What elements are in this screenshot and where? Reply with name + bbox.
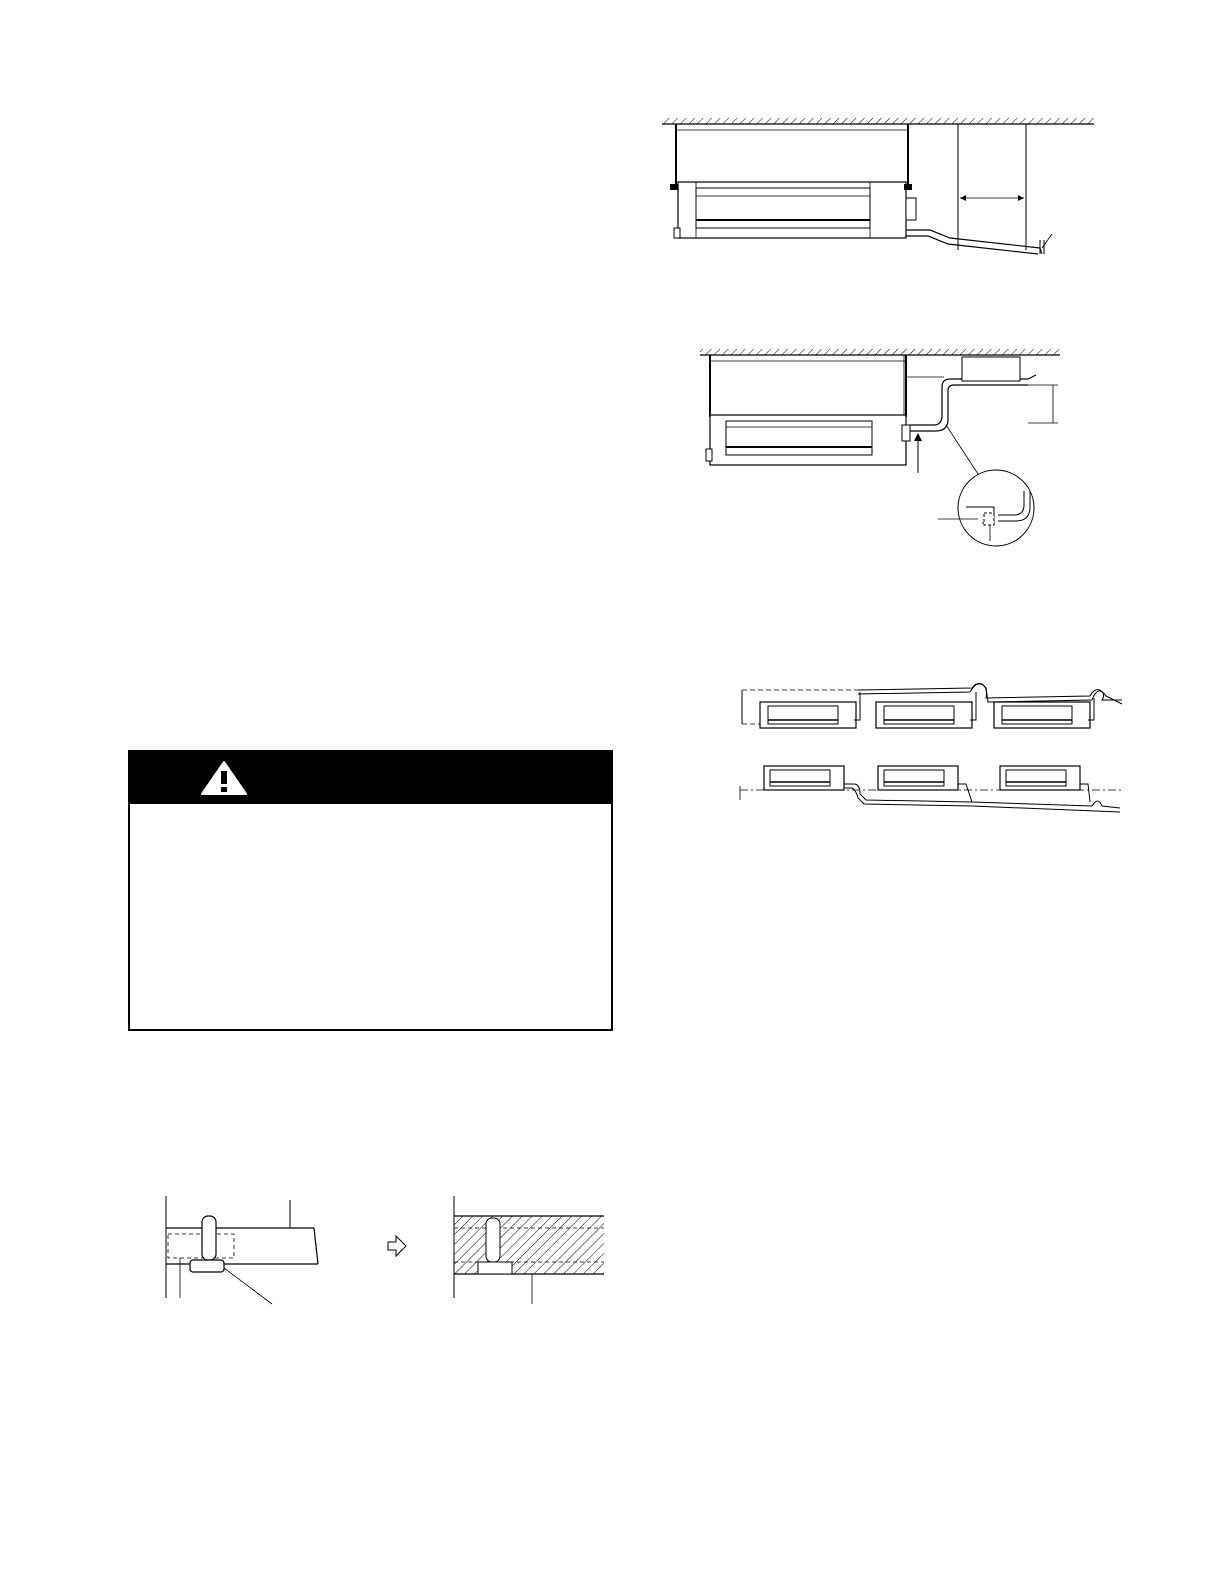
unit-top-1: [760, 702, 856, 728]
unit-bottom-2: [878, 766, 958, 790]
unit-with-drain-lift-diagram: [698, 345, 1068, 545]
grouped-units-drain-diagram: [736, 678, 1126, 814]
figure-drain-lift: [698, 345, 1068, 545]
exclamation-triangle-icon: [200, 760, 248, 796]
figure-drain-slope: [660, 110, 1100, 260]
warning-body: [128, 804, 613, 1031]
unit-with-downward-drain-diagram: [660, 110, 1100, 260]
unit-top-3: [994, 702, 1090, 728]
unit-bottom-3: [1000, 766, 1080, 790]
unit-bottom-1: [764, 766, 844, 790]
figure-multiple-units: [736, 678, 1126, 814]
unit-top-2: [876, 702, 972, 728]
figure-pipe-insulation: [160, 1192, 610, 1308]
pipe-insulation-diagram: [160, 1192, 610, 1308]
